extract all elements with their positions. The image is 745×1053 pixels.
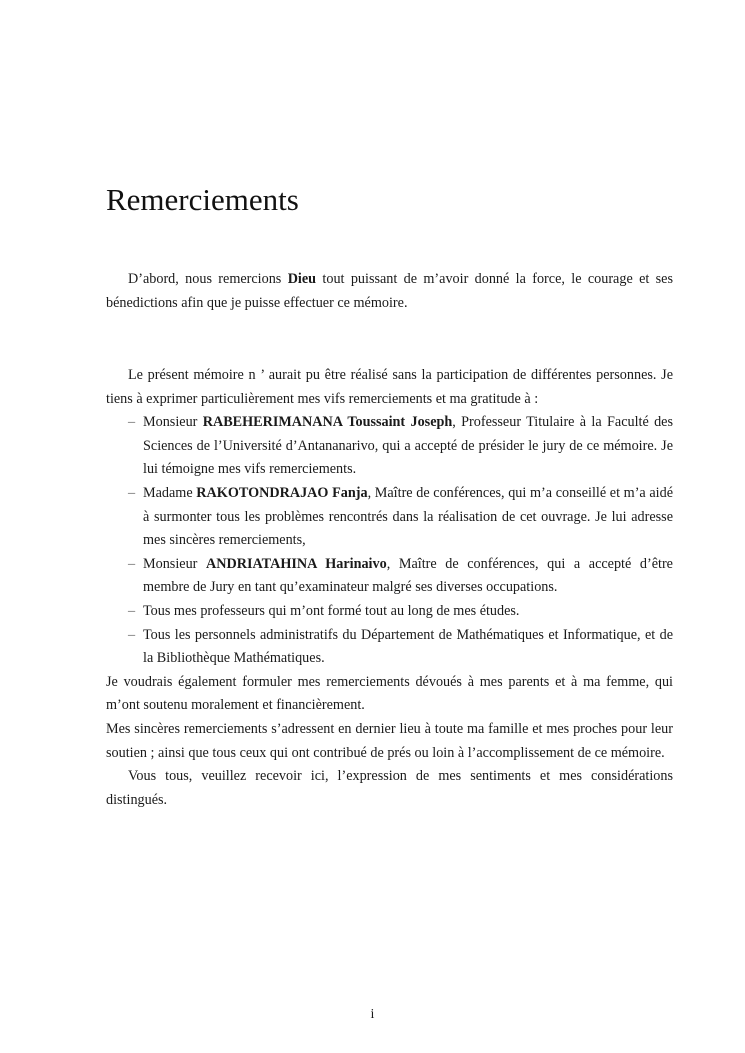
list-item-after: , Maître de conférences, qui m’a conseillé et m’a aidé à surmonter tous les problèmes rencontrés dans la réalisation de cet ouvrage. Je lui adresse mes sincères remerciements, bbox=[143, 484, 673, 549]
list-item bbox=[128, 624, 673, 671]
list-item bbox=[128, 482, 673, 553]
family-paragraph: Je voudrais également formuler mes remerciements dévoués à mes parents et à ma femme, qui m’ont soutenu moralement et financièrement. bbox=[106, 673, 673, 714]
intro-section bbox=[106, 268, 673, 315]
dash-bullet: – bbox=[128, 626, 136, 643]
dash-bullet: – bbox=[128, 602, 136, 619]
acknowledgements-section bbox=[106, 364, 673, 812]
intro-text-before: D’abord, nous remercions bbox=[128, 271, 288, 287]
dash-bullet: – bbox=[128, 555, 136, 572]
list-item-before: Monsieur bbox=[143, 555, 206, 572]
list-item-after: , Maître de conférences, qui a accepté d’être membre de Jury en tant qu’examinateur malgré ses diverses occupations. bbox=[143, 555, 673, 596]
list-item-text: Tous mes professeurs qui m’ont formé tout au long de mes études. bbox=[143, 602, 520, 619]
final-paragraph: Vous tous, veuillez recevoir ici, l’expression de mes sentiments et mes considérations distingués. bbox=[106, 768, 673, 808]
dash-bullet: – bbox=[128, 484, 136, 501]
list-item bbox=[128, 600, 673, 624]
friends-paragraph: Mes sincères remerciements s’adressent en dernier lieu à toute ma famille et mes proches pour leur soutien ; ainsi que tous ceux qui ont contribué de prés ou loin à l’accomplissement de ce mémoire. bbox=[106, 720, 673, 761]
page-number: i bbox=[370, 1007, 375, 1022]
page-title: Remerciements bbox=[106, 182, 299, 217]
list-item-before: Monsieur bbox=[143, 414, 203, 431]
list-item-after: , Professeur Titulaire à la Faculté des Sciences de l’Université d’Antananarivo, qui a accepté de présider le jury de ce mémoire. Je lui témoigne mes vifs remerciements. bbox=[143, 414, 674, 478]
lead-paragraph: Le présent mémoire n ’ aurait pu être réalisé sans la participation de différentes personnes. Je tiens à exprimer particulièrement mes vifs remerciements et ma gratitude à : bbox=[106, 367, 673, 407]
list-item-name: RAKOTONDRAJAO Fanja bbox=[196, 484, 368, 501]
list-item bbox=[128, 411, 674, 482]
thanks-list bbox=[106, 411, 673, 671]
list-item-before: Madame bbox=[143, 484, 197, 501]
intro-bold-word: Dieu bbox=[287, 271, 317, 287]
list-item-name: ANDRIATAHINA Harinaivo bbox=[205, 555, 387, 572]
list-item-name: RABEHERIMANANA Toussaint Joseph bbox=[202, 414, 453, 431]
list-item bbox=[128, 553, 673, 600]
intro-paragraph bbox=[106, 268, 673, 315]
intro-text-after: tout puissant de m’avoir donné la force, le courage et ses bénedictions afin que je puisse effectuer ce mémoire. bbox=[106, 271, 674, 311]
dash-bullet: – bbox=[128, 414, 136, 431]
list-item-text: Tous les personnels administratifs du Département de Mathématiques et Informatique, et de la Bibliothèque Mathématiques. bbox=[143, 626, 673, 667]
